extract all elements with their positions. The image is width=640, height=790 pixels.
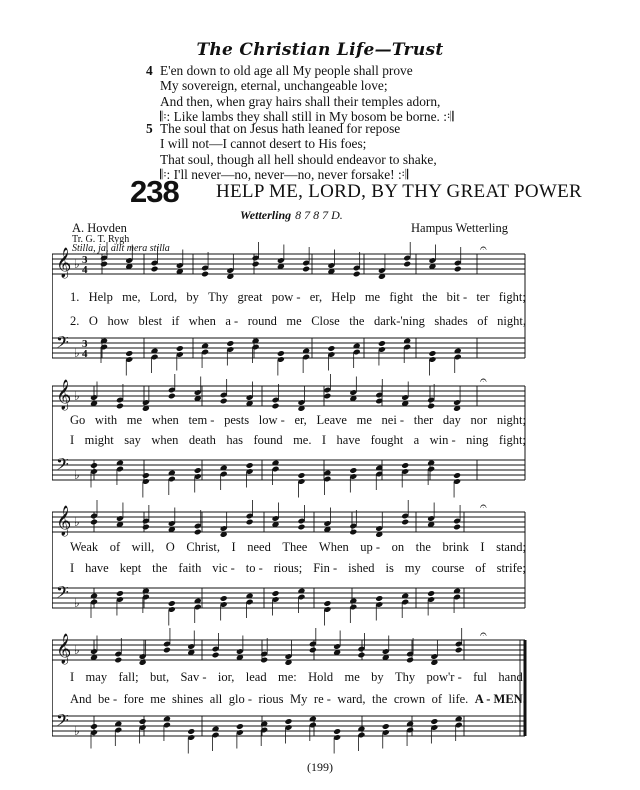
lyric-syllable: faith: [178, 561, 202, 575]
notehead-icon: [430, 718, 438, 725]
lyric-syllable: er,: [294, 413, 307, 427]
lyric-syllable: O: [88, 314, 98, 328]
lyric-syllable: I: [321, 433, 327, 447]
lyric-syllable: will,: [131, 540, 155, 554]
lyric-syllable: Lord,: [149, 290, 178, 304]
flat-icon: ♭: [74, 724, 80, 738]
notehead-icon: [187, 728, 195, 735]
lyric-syllable: low -: [258, 413, 285, 427]
lyric-syllable: say: [124, 433, 141, 447]
stanza-line: 𝄆: Like lambs they shall still in My bosom be borne. :𝄇: [160, 108, 454, 124]
notehead-icon: [226, 340, 234, 347]
lyric-syllable: ful: [473, 670, 488, 684]
notehead-icon: [323, 393, 331, 400]
hymn-number: 238: [130, 174, 179, 209]
lyric-syllable: Fin -: [313, 561, 338, 575]
notehead-icon: [272, 403, 280, 410]
lyric-syllable: fight;: [498, 290, 526, 304]
notehead-icon: [139, 718, 147, 725]
lyric-line: [70, 314, 526, 329]
lyric-syllable: ward,: [337, 692, 366, 706]
lyric-syllable: A - MEN.: [474, 692, 526, 706]
notehead-icon: [142, 472, 150, 479]
notehead-icon: [212, 652, 220, 659]
notehead-icon: [114, 657, 122, 664]
lyric-line: [70, 540, 526, 555]
lyric-syllable: I: [70, 670, 75, 684]
lyric-line: [70, 670, 526, 685]
notehead-icon: [168, 393, 176, 400]
lyric-syllable: er,: [309, 290, 323, 304]
lyric-syllable: Leave: [316, 413, 347, 427]
notehead-icon: [455, 647, 463, 654]
notehead-icon: [90, 519, 98, 526]
lyric-syllable: me: [356, 413, 372, 427]
notehead-icon: [428, 350, 436, 357]
lyric-syllable: a: [413, 433, 420, 447]
lyric-syllable: Close: [311, 314, 340, 328]
lyric-syllable: by: [186, 290, 199, 304]
author: A. Hovden: [72, 221, 127, 235]
lyric-syllable: ter: [476, 290, 490, 304]
notehead-icon: [272, 590, 280, 597]
lyric-syllable: course: [431, 561, 465, 575]
lyric-syllable: hand.: [498, 670, 526, 684]
notehead-icon: [403, 261, 411, 268]
lyric-syllable: lead: [245, 670, 267, 684]
lyric-syllable: all: [209, 692, 223, 706]
lyric-syllable: great: [237, 290, 263, 304]
notehead-icon: [194, 467, 202, 474]
lyric-syllable: death: [188, 433, 216, 447]
page-number: (199): [307, 760, 333, 774]
lyric-syllable: tem -: [188, 413, 215, 427]
notehead-icon: [246, 519, 254, 526]
notehead-icon: [333, 728, 341, 735]
lyric-syllable: pests: [224, 413, 250, 427]
lyric-syllable: me:: [277, 670, 297, 684]
notehead-icon: [220, 595, 228, 602]
lyric-line: [70, 433, 526, 448]
notehead-icon: [168, 600, 176, 607]
notehead-icon: [284, 718, 292, 725]
lyric-syllable: on: [391, 540, 405, 554]
lyric-syllable: nei -: [381, 413, 405, 427]
lyric-syllable: when: [151, 413, 179, 427]
lyric-syllable: the: [415, 540, 431, 554]
lyric-syllable: fight;: [498, 433, 526, 447]
notehead-icon: [302, 266, 310, 273]
notehead-icon: [401, 462, 409, 469]
stanza-line: And then, when gray hairs shall their temples adorn,: [160, 93, 441, 109]
notehead-icon: [194, 529, 202, 536]
notehead-icon: [246, 462, 254, 469]
lyric-syllable: but,: [149, 670, 170, 684]
lyric-syllable: have: [336, 433, 361, 447]
notehead-icon: [406, 657, 414, 664]
flat-icon: ♭: [74, 643, 80, 657]
lyric-syllable: if: [171, 314, 180, 328]
notehead-icon: [297, 472, 305, 479]
lyric-line: [70, 413, 526, 428]
flat-icon: ♭: [74, 515, 80, 529]
stanza-number: 5: [146, 121, 153, 136]
treble-clef-icon: 𝄞: [56, 248, 72, 278]
notehead-icon: [454, 266, 462, 273]
meter: 8 7 8 7 D.: [295, 208, 343, 222]
lyric-syllable: might: [84, 433, 114, 447]
lyric-syllable: shines: [172, 692, 204, 706]
notehead-icon: [353, 271, 361, 278]
notehead-icon: [277, 350, 285, 357]
treble-clef-icon: 𝄞: [56, 380, 72, 410]
lyric-syllable: me: [344, 670, 360, 684]
notehead-icon: [125, 350, 133, 357]
notehead-icon: [349, 467, 357, 474]
lyric-syllable: brink: [442, 540, 469, 554]
lyric-syllable: rious: [258, 692, 284, 706]
notehead-icon: [252, 261, 260, 268]
composer: Hampus Wetterling: [411, 221, 509, 235]
lyric-syllable: 1.: [70, 290, 80, 304]
lyric-syllable: I: [70, 433, 75, 447]
notehead-icon: [116, 590, 124, 597]
lyric-syllable: of: [431, 692, 442, 706]
lyric-syllable: me: [126, 413, 143, 427]
lyric-syllable: me.: [293, 433, 312, 447]
lyric-syllable: up -: [360, 540, 381, 554]
stanza-line: 𝄆: I'll never—no, never—no, never forsake! :𝄇: [160, 166, 409, 182]
lyric-syllable: nor: [470, 413, 488, 427]
notehead-icon: [427, 403, 435, 410]
lyric-syllable: of: [109, 540, 121, 554]
lyric-syllable: crown: [393, 692, 426, 706]
lyric-syllable: fall;: [118, 670, 139, 684]
notehead-icon: [382, 723, 390, 730]
treble-clef-icon: 𝄞: [56, 506, 72, 536]
lyric-syllable: When: [318, 540, 349, 554]
lyric-syllable: have: [85, 561, 109, 575]
bass-clef-icon: 𝄢: [56, 454, 69, 478]
lyric-syllable: ior,: [217, 670, 235, 684]
time-sig-icon: 4: [82, 264, 88, 276]
lyric-syllable: My: [290, 692, 308, 706]
stanza-line: That soul, though all hell should endeavor to shake,: [160, 151, 437, 167]
lyric-syllable: And: [70, 692, 92, 706]
notehead-icon: [151, 266, 159, 273]
lyric-syllable: the: [372, 692, 388, 706]
lyric-syllable: may: [85, 670, 108, 684]
lyric-syllable: has: [226, 433, 244, 447]
lyric-syllable: how: [107, 314, 129, 328]
fermata-icon: 𝄐: [480, 241, 487, 255]
lyric-syllable: Hold: [308, 670, 334, 684]
lyric-syllable: Thee: [282, 540, 308, 554]
lyric-syllable: Help: [88, 290, 113, 304]
lyric-line: [70, 290, 526, 305]
lyric-syllable: I: [70, 561, 75, 575]
flat-icon: ♭: [74, 257, 80, 271]
notehead-icon: [327, 345, 335, 352]
lyric-syllable: Christ,: [186, 540, 220, 554]
lyric-syllable: me: [150, 692, 166, 706]
notehead-icon: [349, 529, 357, 536]
lyric-syllable: me: [364, 290, 381, 304]
lyric-syllable: re -: [313, 692, 331, 706]
time-sig-icon: 4: [82, 348, 88, 360]
lyric-syllable: round: [247, 314, 277, 328]
notehead-icon: [100, 261, 108, 268]
notehead-icon: [176, 345, 184, 352]
lyric-syllable: ished: [348, 561, 375, 575]
lyric-syllable: rious;: [273, 561, 303, 575]
notehead-icon: [401, 519, 409, 526]
lyric-syllable: fought: [370, 433, 404, 447]
notehead-icon: [236, 723, 244, 730]
lyric-line: [70, 692, 526, 707]
lyric-syllable: Thy: [208, 290, 229, 304]
time-sig-icon: 3: [82, 254, 88, 266]
section-header: The Christian Life—Trust: [196, 40, 444, 60]
lyric-syllable: Weak: [70, 540, 99, 554]
lyric-syllable: strife;: [496, 561, 526, 575]
notehead-icon: [309, 647, 317, 654]
flat-icon: ♭: [74, 389, 80, 403]
stanza-line: I will not—I cannot desert to His foes;: [160, 136, 367, 152]
notehead-icon: [453, 524, 461, 531]
notehead-icon: [427, 590, 435, 597]
lyric-syllable: is: [385, 561, 394, 575]
lyric-syllable: fight: [389, 290, 413, 304]
lyric-syllable: with: [94, 413, 118, 427]
lyric-syllable: me: [286, 314, 302, 328]
treble-clef-icon: 𝄞: [56, 634, 72, 664]
bass-clef-icon: 𝄢: [56, 582, 69, 606]
lyric-syllable: me,: [122, 290, 141, 304]
notehead-icon: [90, 723, 98, 730]
flat-icon: ♭: [74, 346, 80, 360]
notehead-icon: [90, 462, 98, 469]
fermata-icon: 𝄐: [480, 499, 487, 513]
lyric-syllable: the: [152, 561, 168, 575]
notehead-icon: [260, 657, 268, 664]
stanza-line: The soul that on Jesus hath leaned for repose: [160, 121, 401, 136]
fermata-icon: 𝄐: [480, 627, 487, 641]
lyric-syllable: pow -: [271, 290, 301, 304]
lyric-syllable: when: [151, 433, 179, 447]
lyric-syllable: vic -: [212, 561, 235, 575]
translator: Tr. G. T. Rygh: [72, 234, 130, 245]
lyric-syllable: bit -: [446, 290, 468, 304]
hymn-title: HELP ME, LORD, BY THY GREAT POWER: [216, 181, 582, 202]
lyric-syllable: Go: [70, 413, 86, 427]
lyric-syllable: life.: [448, 692, 469, 706]
lyric-syllable: to -: [245, 561, 263, 575]
notehead-icon: [357, 652, 365, 659]
lyric-syllable: need: [247, 540, 271, 554]
lyric-syllable: O: [165, 540, 175, 554]
lyric-syllable: dark-'ning: [374, 314, 425, 328]
time-sig-icon: 3: [82, 338, 88, 350]
lyric-syllable: I: [231, 540, 236, 554]
notehead-icon: [220, 398, 228, 405]
lyric-syllable: my: [404, 561, 421, 575]
bass-clef-icon: 𝄢: [56, 710, 69, 734]
lyric-syllable: ning: [466, 433, 489, 447]
tune-name: Wetterling: [240, 208, 292, 222]
notehead-icon: [453, 472, 461, 479]
flat-icon: ♭: [74, 468, 80, 482]
lyric-syllable: pow'r -: [426, 670, 462, 684]
lyric-syllable: shades: [434, 314, 468, 328]
lyric-syllable: the: [422, 290, 438, 304]
lyric-syllable: night,: [497, 314, 526, 328]
stanza-number: 4: [146, 63, 153, 78]
lyric-syllable: stand;: [496, 540, 526, 554]
notehead-icon: [297, 524, 305, 531]
lyric-syllable: fore: [123, 692, 144, 706]
stanza-line: E'en down to old age all My people shall prove: [160, 63, 413, 78]
lyric-syllable: a -: [225, 314, 239, 328]
lyric-syllable: glo -: [228, 692, 253, 706]
notehead-icon: [116, 403, 124, 410]
lyric-syllable: ther: [413, 413, 434, 427]
music-notation: [52, 0, 542, 760]
lyric-syllable: night;: [496, 413, 526, 427]
original-first-line: Stilla, ja, allt mera stilla: [72, 243, 170, 254]
notehead-icon: [378, 340, 386, 347]
lyric-syllable: Thy: [395, 670, 416, 684]
lyric-syllable: found: [253, 433, 283, 447]
lyric-syllable: day: [442, 413, 461, 427]
lyric-syllable: of: [477, 314, 488, 328]
notehead-icon: [163, 647, 171, 654]
notehead-icon: [375, 595, 383, 602]
lyric-syllable: of: [475, 561, 486, 575]
bass-clef-icon: 𝄢: [56, 332, 69, 356]
lyric-syllable: when: [188, 314, 216, 328]
notehead-icon: [201, 271, 209, 278]
lyric-syllable: I: [480, 540, 485, 554]
lyric-syllable: Help: [331, 290, 356, 304]
lyric-line: [70, 561, 526, 576]
lyric-syllable: by: [371, 670, 384, 684]
lyric-syllable: be -: [98, 692, 118, 706]
flat-icon: ♭: [74, 596, 80, 610]
lyric-syllable: win -: [429, 433, 456, 447]
lyric-syllable: Sav -: [180, 670, 207, 684]
lyric-syllable: blest: [138, 314, 163, 328]
fermata-icon: 𝄐: [480, 373, 487, 387]
stanza-line: My sovereign, eternal, unchangeable love;: [160, 78, 388, 94]
notehead-icon: [142, 524, 150, 531]
lyric-syllable: 2.: [70, 314, 80, 328]
lyric-syllable: kept: [119, 561, 142, 575]
lyric-syllable: the: [349, 314, 365, 328]
notehead-icon: [323, 600, 331, 607]
